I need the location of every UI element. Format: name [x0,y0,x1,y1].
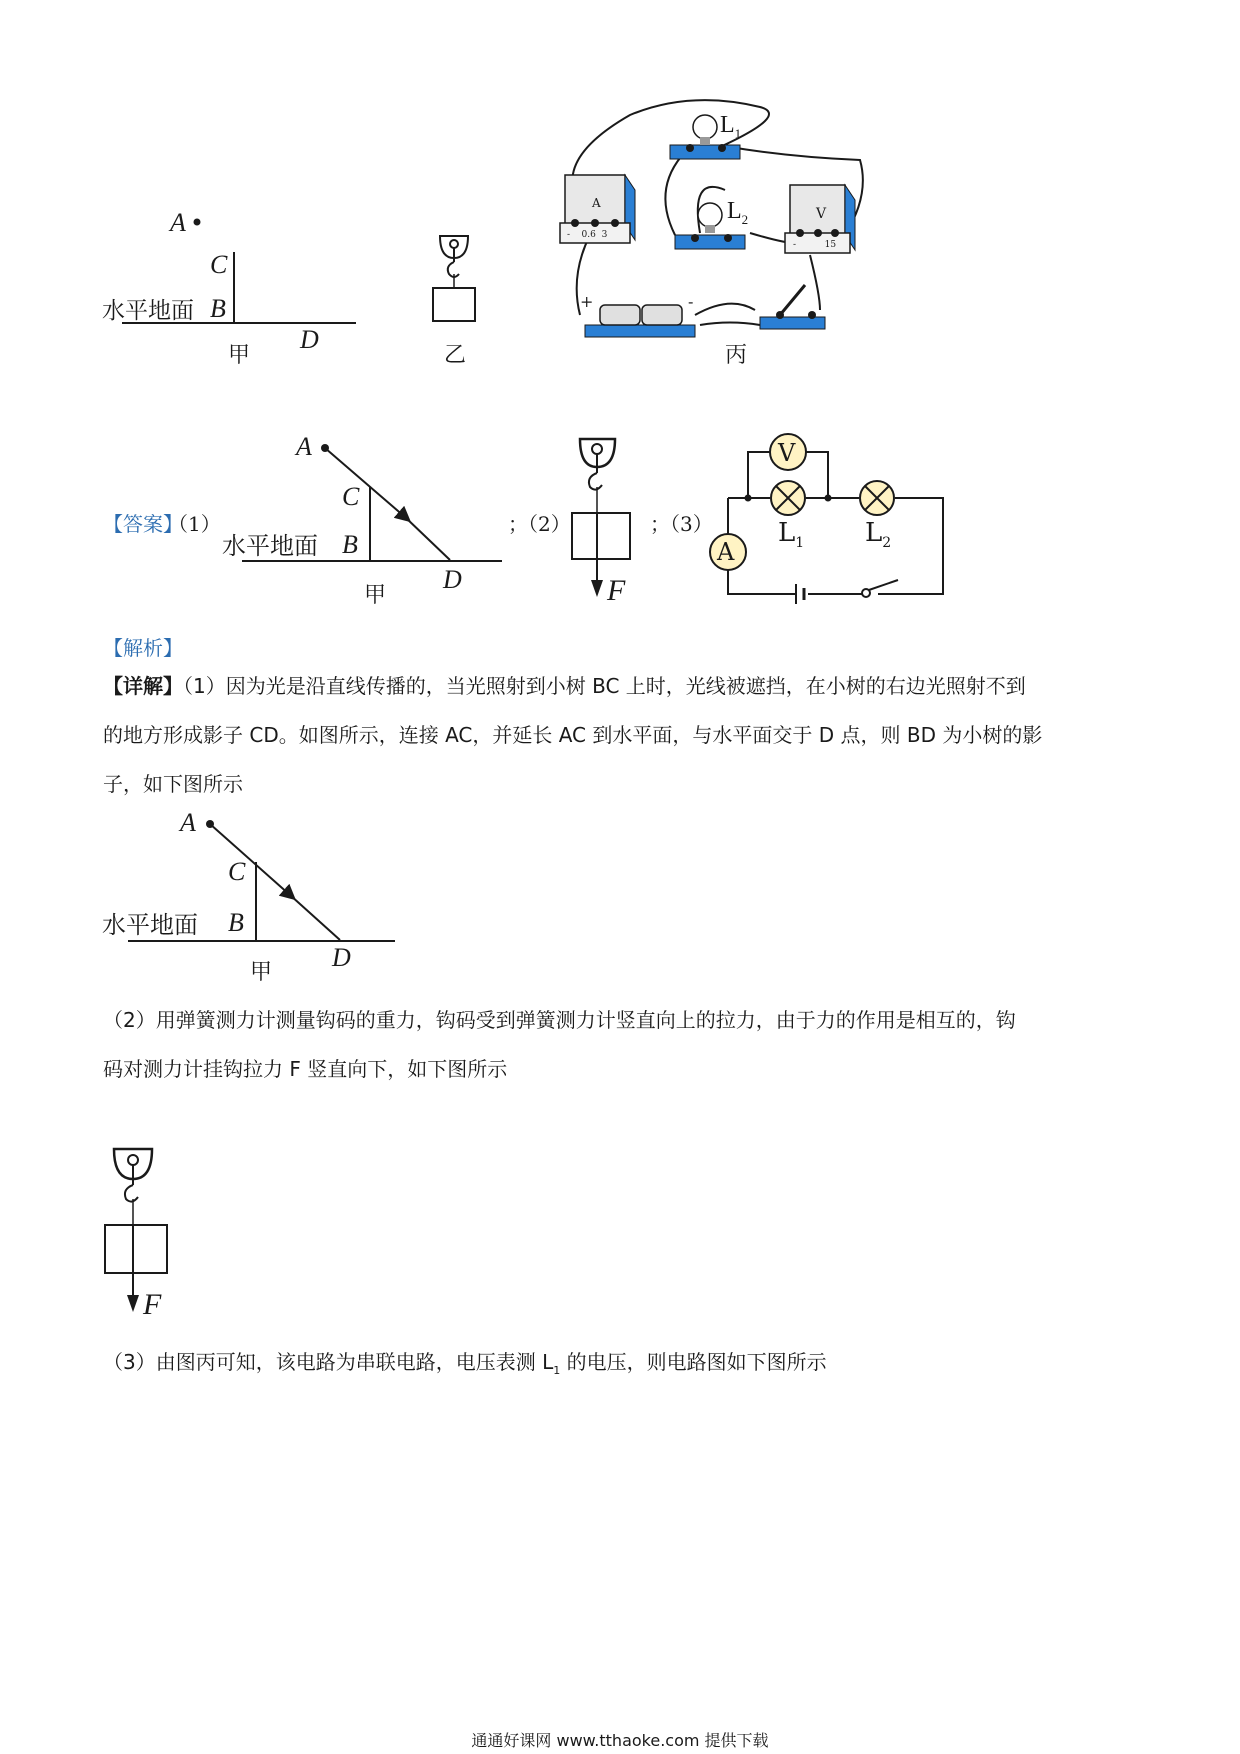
figure-yi-top [425,230,485,330]
detail-line-3: 子，如下图所示 [103,772,243,796]
detail-paragraph-2 [103,996,1123,1094]
caption-jia-top: 甲 [228,343,251,368]
figure-bing-apparatus [550,95,880,345]
answer-label-c: C [342,482,360,511]
answer-ground-label: 水平地面 [222,532,318,560]
bing-l1-label: $L_1$ [720,112,742,141]
detail-figure-force [100,1145,180,1325]
page-footer: 通通好课网 www.tthaoke.com 提供下载 [471,1731,769,1750]
detail-label-b: B [228,908,244,937]
answer-label-d: D [443,565,462,594]
detail-label-d: D [332,943,351,972]
detail-caption-jia: 甲 [250,960,273,985]
circuit-l2-label: $L_2$ [865,518,892,552]
detail-line-1: （1）因为光是沿直线传播的，当光照射到小树 BC 上时，光线被遮挡，在小树的右边光照射不到 [183,674,1026,698]
detail-paragraph-3: （3）由图丙可知，该电路为串联电路，电压表测 $L_1$ 的电压，则电路图如下图所示 [103,1350,827,1377]
answer-label-b: B [342,530,358,559]
bing-l2-label: $L_2$ [727,198,749,227]
answer-tag: 【答案】 [103,512,183,536]
bing-ammeter-symbol: A [592,196,601,210]
answer-part2: ；（2） [508,512,571,536]
detail-paragraph-1 [103,662,1123,809]
label-b-top: B [210,294,226,323]
bing-am-scale: - 0.6 3 [567,230,608,240]
p2-line-1: （2）用弹簧测力计测量钩码的重力，钩码受到弹簧测力计竖直向上的拉力，由于力的作用是相互的，钩 [103,1008,1016,1032]
answer-force-label: F [607,574,626,607]
battery-minus: - [688,292,694,311]
switch-pivot [862,589,870,597]
caption-bing-top: 丙 [725,343,748,368]
analysis-tag: 【解析】 [103,636,183,660]
battery-device [585,305,695,337]
answer-weight-block [572,513,630,559]
battery-plus: + [580,292,594,311]
detail-ground-label: 水平地面 [102,911,198,939]
detail-force-label: F [143,1288,162,1321]
detail-label-a: A [180,808,196,837]
answer-caption-jia: 甲 [364,583,387,608]
p2-line-2: 码对测力计挂钩拉力 F 竖直向下，如下图所示 [103,1057,508,1081]
answer-figure-force [565,435,645,610]
caption-yi-top: 乙 [444,343,467,368]
circuit-a-letter: A [717,538,735,566]
detail-tag: 【详解】 [103,674,183,698]
answer-circuit-diagram [700,430,955,610]
answer-part1: （1） [168,512,221,536]
answer-light-ray-1 [325,448,405,517]
bing-voltmeter-symbol: V [816,206,827,222]
detail-label-c: C [228,857,246,886]
label-d-top: D [300,325,319,354]
ground-label-top: 水平地面 [102,298,194,324]
point-a [194,219,201,226]
weight-block-top [433,288,475,321]
circuit-l1-label: $L_1$ [778,518,805,552]
answer-label-a: A [296,432,312,461]
circuit-v-letter: V [778,439,796,467]
answer-part3: ；（3） [650,512,713,536]
switch-device [760,285,825,329]
bing-vm-scale: - 15 [793,240,837,250]
detail-line-2: 的地方形成影子 CD。如图所示，连接 AC，并延长 AC 到水平面，与水平面交于 D 点，则 BD 为小树的影 [103,723,1043,747]
label-c-top: C [210,250,228,279]
label-a-top: A [170,208,186,237]
answer-light-ray-2 [405,517,450,560]
